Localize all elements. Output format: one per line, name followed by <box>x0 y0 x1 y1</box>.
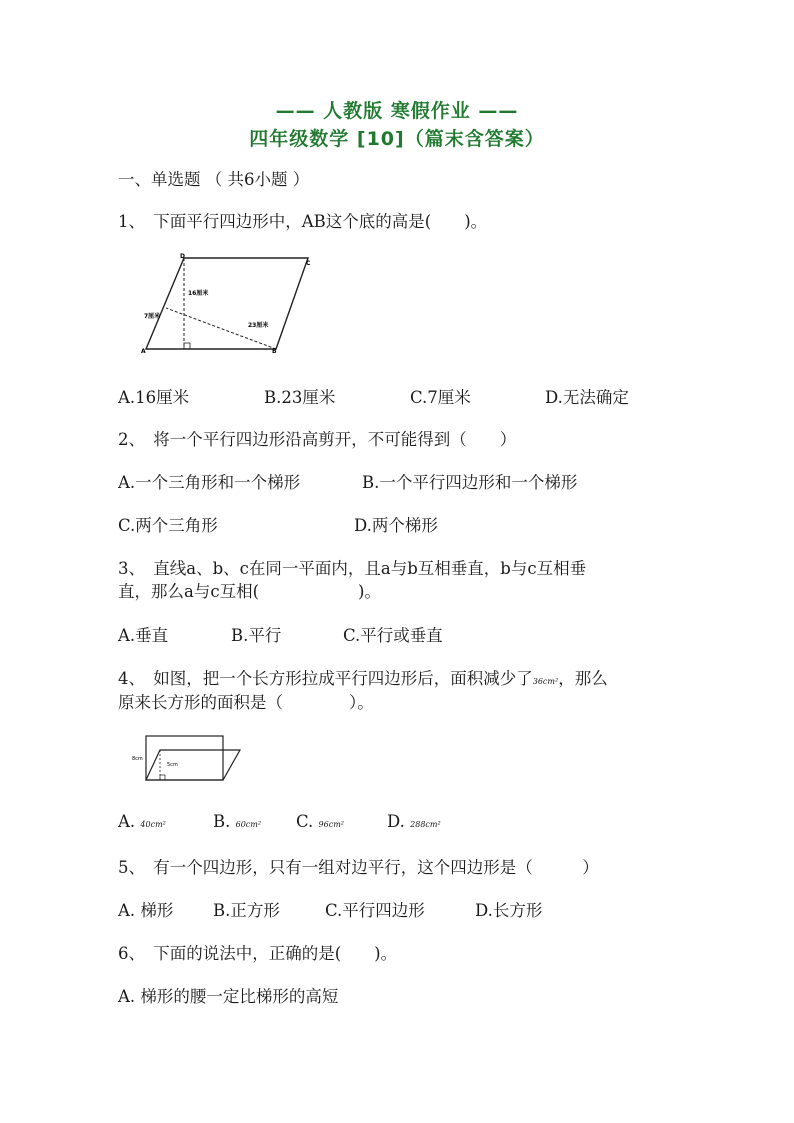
q4-option-a-value: 40cm² <box>140 820 166 829</box>
q4-stem-math: 36cm² <box>532 677 559 686</box>
q2-option-c[interactable]: C.两个三角形 <box>118 516 218 535</box>
q4-option-c-letter: C. <box>296 812 314 831</box>
q4-option-b-value: 60cm² <box>235 820 262 829</box>
q4-stem-b: ，那么 <box>558 669 608 688</box>
q3-option-a[interactable]: A.垂直 <box>118 626 169 645</box>
q4-option-c[interactable] <box>296 812 344 831</box>
q5-option-a[interactable]: A. 梯形 <box>118 901 174 920</box>
label-16: 16厘米 <box>188 290 209 297</box>
q1-option-a[interactable]: A.16厘米 <box>118 388 190 407</box>
question-6-stem: 6、 下面的说法中，正确的是( )。 <box>118 944 398 963</box>
q4-label-left: 8cm <box>132 756 143 762</box>
q4-stem-a: 4、 如图，把一个长方形拉成平行四边形后，面积减少了 <box>118 669 533 688</box>
label-D: D <box>180 253 185 260</box>
q4-option-c-value: 96cm² <box>318 820 344 829</box>
header-title-line2: 四年级数学 [10]（篇末含答案） <box>249 128 545 150</box>
q4-option-b[interactable] <box>213 812 261 831</box>
header-title-line1: —— 人教版 寒假作业 —— <box>275 100 519 122</box>
question-4-stem-line2: 原来长方形的面积是（ ）。 <box>118 693 374 712</box>
q5-option-d[interactable]: D.长方形 <box>475 901 543 920</box>
q2-option-a[interactable]: A.一个三角形和一个梯形 <box>118 473 301 492</box>
section-title: 一、单选题 （ 共6小题 ） <box>118 170 310 189</box>
question-3-stem-line2: 直，那么a与c互相( )。 <box>118 582 381 601</box>
q1-option-b[interactable]: B.23厘米 <box>264 388 336 407</box>
q3-option-c[interactable]: C.平行或垂直 <box>343 626 443 645</box>
q4-option-a[interactable] <box>118 812 166 831</box>
q4-option-b-letter: B. <box>213 812 231 831</box>
q4-label-inner: 5cm <box>167 762 178 768</box>
question-4-figure <box>130 732 248 782</box>
q3-option-b[interactable]: B.平行 <box>231 626 282 645</box>
q4-option-d-value: 288cm² <box>410 820 441 829</box>
label-B: B <box>272 348 277 355</box>
q5-option-b[interactable]: B.正方形 <box>213 901 280 920</box>
q6-option-a[interactable]: A. 梯形的腰一定比梯形的高短 <box>118 987 339 1006</box>
label-C: C <box>306 260 311 267</box>
q4-option-d[interactable] <box>387 812 441 831</box>
question-4-stem-line1 <box>118 665 608 689</box>
question-5-stem: 5、 有一个四边形，只有一组对边平行，这个四边形是（ ） <box>118 858 599 877</box>
q5-option-c[interactable]: C.平行四边形 <box>325 901 425 920</box>
q2-option-b[interactable]: B.一个平行四边形和一个梯形 <box>362 473 578 492</box>
q2-option-d[interactable]: D.两个梯形 <box>354 516 438 535</box>
question-1-figure <box>138 250 318 358</box>
question-1-stem: 1、 下面平行四边形中，AB这个底的高是( )。 <box>118 212 488 231</box>
q4-option-d-letter: D. <box>387 812 405 831</box>
label-A: A <box>141 348 146 355</box>
q1-option-c[interactable]: C.7厘米 <box>410 388 471 407</box>
label-7: 7厘米 <box>144 313 161 320</box>
q4-option-a-letter: A. <box>118 812 136 831</box>
question-3-stem-line1: 3、 直线a、b、c在同一平面内，且a与b互相垂直，b与c互相垂 <box>118 559 587 578</box>
question-2-stem: 2、 将一个平行四边形沿高剪开，不可能得到（ ） <box>118 430 517 449</box>
q1-option-d[interactable]: D.无法确定 <box>545 388 629 407</box>
label-23: 23厘米 <box>248 322 269 329</box>
